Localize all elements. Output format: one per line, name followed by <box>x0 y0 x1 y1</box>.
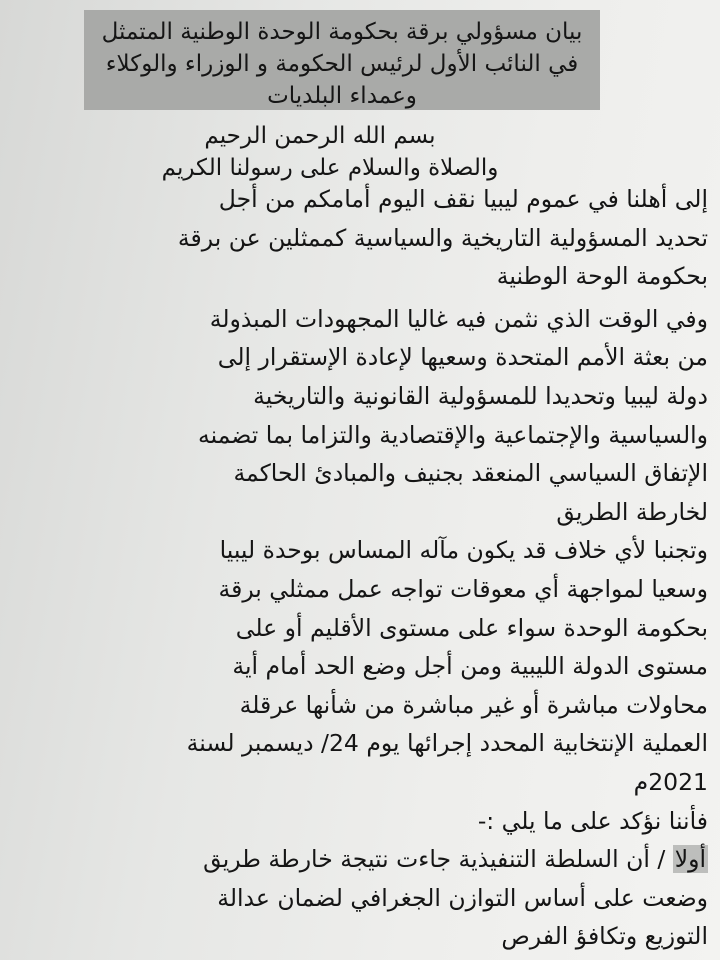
heading-line: بيان مسؤولي برقة بحكومة الوحدة الوطنية المتمثل <box>101 19 583 45</box>
text-line: إلى أهلنا في عموم ليبيا نقف اليوم أمامكم من أجل <box>218 185 708 213</box>
paragraph-un-mission <box>18 300 708 532</box>
text-line: مستوى الدولة الليبية ومن أجل وضع الحد أمام أية <box>232 652 708 681</box>
paragraph-intro <box>18 180 708 296</box>
text-line: وتجنبا لأي خلاف قد يكون مآله المساس بوحدة ليبيا <box>219 536 708 565</box>
salutation-line: والصلاة والسلام على رسولنا الكريم <box>161 155 499 181</box>
text-line: وفي الوقت الذي نثمن فيه غاليا المجهودات المبذولة <box>209 304 708 333</box>
statement-heading-box <box>84 10 600 110</box>
heading-line: في النائب الأول لرئيس الحكومة و الوزراء والوكلاء <box>105 51 579 77</box>
text-line: لخارطة الطريق <box>556 497 708 526</box>
text-line: 2021م <box>633 767 708 796</box>
text-line: الإتفاق السياسي المنعقد بجنيف والمبادئ الحاكمة <box>233 459 708 488</box>
text-line: دولة ليبيا وتحديدا للمسؤولية القانونية والتاريخية <box>253 381 708 410</box>
text-line: التوزيع وتكافؤ الفرص <box>501 922 708 951</box>
text-line: وضعت على أساس التوازن الجغرافي لضمان عدالة <box>217 883 708 912</box>
text-line: محاولات مباشرة أو غير مباشرة من شأنها عرقلة <box>239 690 708 719</box>
paragraph-unity <box>18 531 708 840</box>
text-line: تحديد المسؤولية التاريخية والسياسية كممثلين عن برقة <box>177 223 708 252</box>
point-text: / أن السلطة التنفيذية جاءت نتيجة خارطة طريق <box>203 845 673 874</box>
text-line: من بعثة الأمم المتحدة وسعيها لإعادة الإستقرار إلى <box>217 343 708 372</box>
statement-body <box>18 180 708 956</box>
text-line: وسعيا لمواجهة أي معوقات تواجه عمل ممثلي برقة <box>218 574 708 603</box>
point-first <box>18 840 708 956</box>
text-line: بحكومة الوحدة سواء على مستوى الأقليم أو على <box>235 613 708 642</box>
text-line: فأننا نؤكد على ما يلي :- <box>477 806 708 835</box>
heading-line: وعمداء البلديات <box>267 83 417 109</box>
text-line <box>18 840 708 879</box>
point-label-highlight: أولا <box>674 845 706 874</box>
basmala-block <box>0 120 720 184</box>
text-line: بحكومة الوحة الوطنية <box>496 262 708 291</box>
text-line: العملية الإنتخابية المحدد إجرائها يوم 24/ ديسمبر لسنة <box>186 729 708 758</box>
basmala-line: بسم الله الرحمن الرحيم <box>204 123 436 149</box>
text-line: والسياسية والإجتماعية والإقتصادية والتزاما بما تضمنه <box>198 420 708 449</box>
